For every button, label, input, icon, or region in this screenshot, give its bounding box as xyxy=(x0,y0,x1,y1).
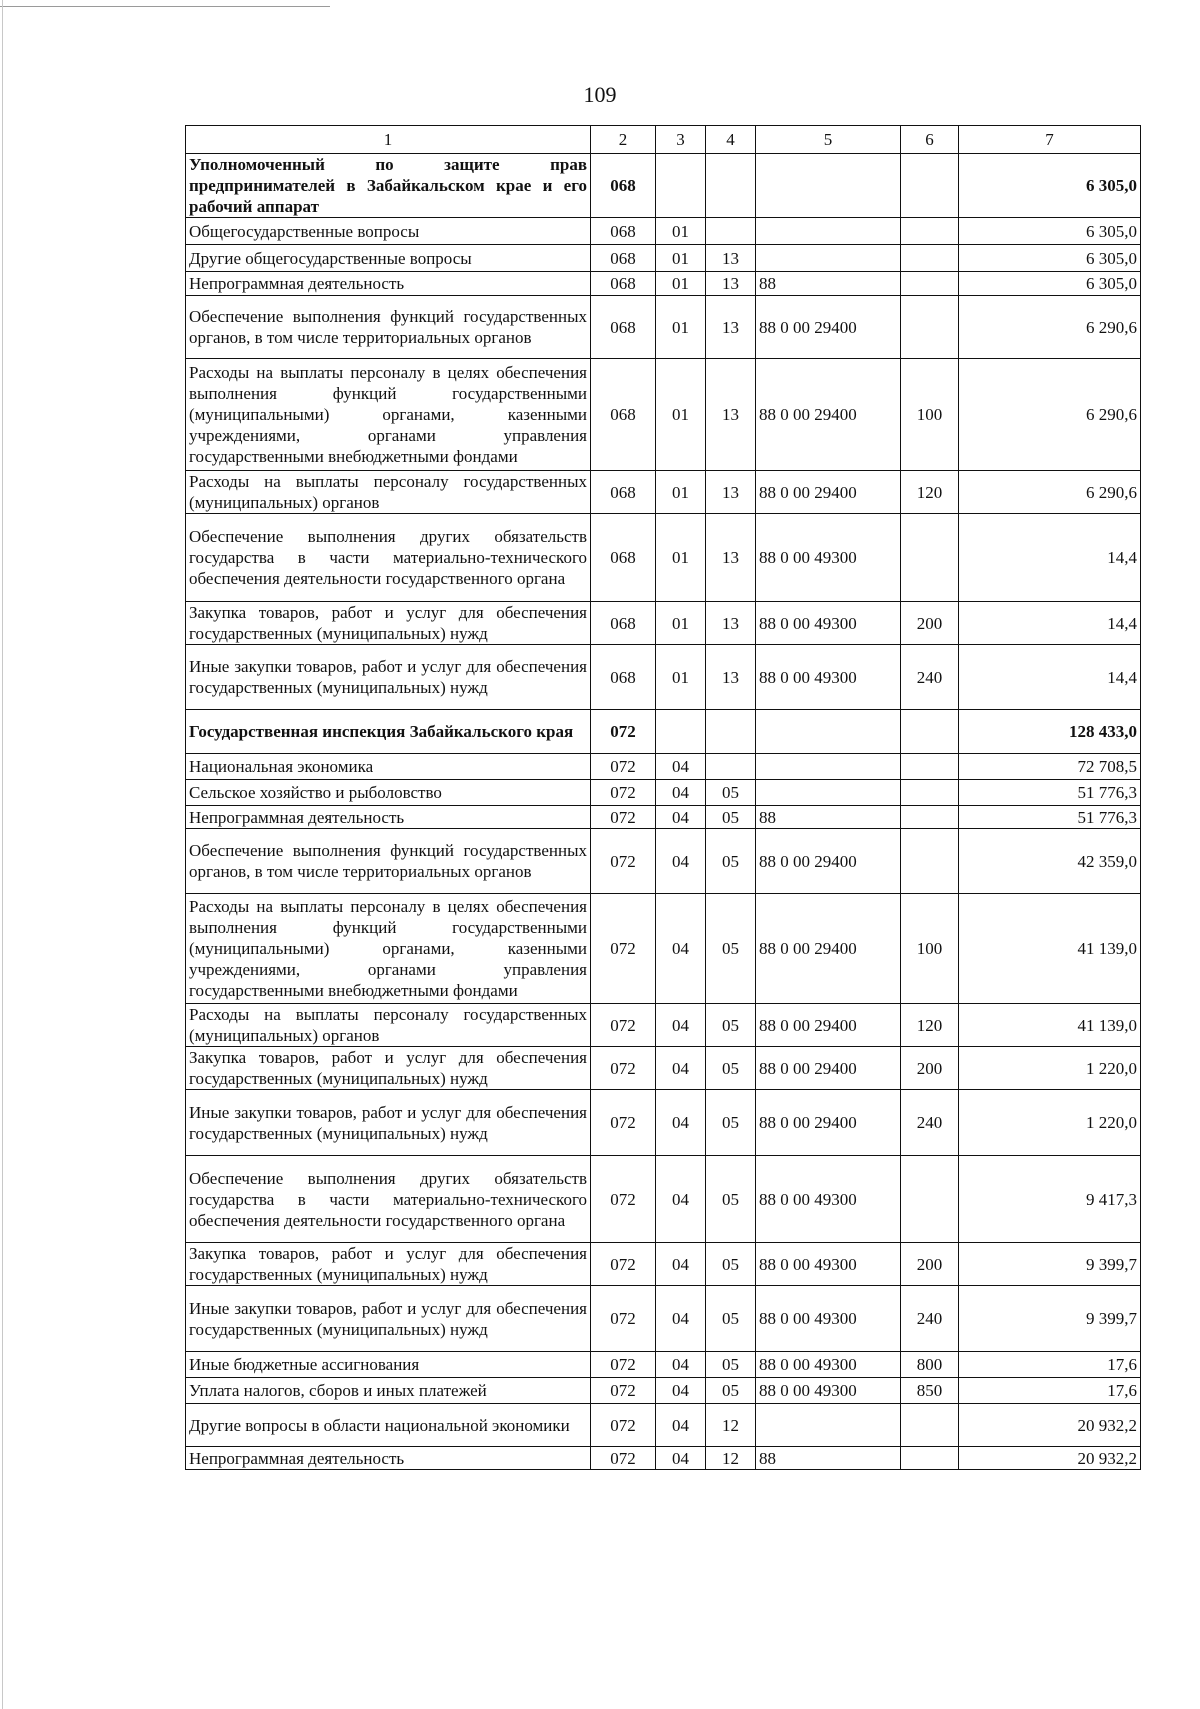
row-expense-type: 240 xyxy=(901,1286,959,1352)
row-target-article xyxy=(756,754,901,780)
table-row xyxy=(186,894,1141,1004)
row-section-code: 04 xyxy=(656,894,706,1004)
column-header: 5 xyxy=(756,126,901,154)
table-row xyxy=(186,806,1141,829)
row-adm-code: 072 xyxy=(591,806,656,829)
row-section-code: 04 xyxy=(656,1243,706,1286)
row-expense-type xyxy=(901,296,959,359)
row-name: Обеспечение выполнения других обязательств государства в части материально-технического обеспечения деятельности государственного органа xyxy=(186,1156,591,1243)
row-adm-code: 072 xyxy=(591,780,656,806)
column-header: 1 xyxy=(186,126,591,154)
row-section-code: 01 xyxy=(656,359,706,471)
row-amount: 51 776,3 xyxy=(959,806,1141,829)
row-expense-type xyxy=(901,780,959,806)
row-adm-code: 072 xyxy=(591,754,656,780)
row-amount: 14,4 xyxy=(959,514,1141,602)
row-amount: 72 708,5 xyxy=(959,754,1141,780)
row-name: Национальная экономика xyxy=(186,754,591,780)
row-amount: 9 417,3 xyxy=(959,1156,1141,1243)
budget-table xyxy=(185,125,1141,1470)
table-row xyxy=(186,1404,1141,1447)
row-target-article: 88 xyxy=(756,806,901,829)
row-name: Расходы на выплаты персоналу в целях обеспечения выполнения функций государственными (муниципальными) органами, казенными учреждениями, органами управления государственными внебюджетными фондами xyxy=(186,894,591,1004)
row-name: Сельское хозяйство и рыболовство xyxy=(186,780,591,806)
row-target-article xyxy=(756,710,901,754)
row-target-article: 88 0 00 29400 xyxy=(756,829,901,894)
row-name: Закупка товаров, работ и услуг для обеспечения государственных (муниципальных) нужд xyxy=(186,1047,591,1090)
table-body xyxy=(186,154,1141,1470)
row-subsection-code: 05 xyxy=(706,1378,756,1404)
row-amount: 17,6 xyxy=(959,1352,1141,1378)
row-section-code: 04 xyxy=(656,1352,706,1378)
table-row xyxy=(186,154,1141,218)
row-name: Обеспечение выполнения функций государственных органов, в том числе территориальных органов xyxy=(186,296,591,359)
row-target-article: 88 0 00 29400 xyxy=(756,1090,901,1156)
table-row xyxy=(186,218,1141,245)
row-amount: 9 399,7 xyxy=(959,1243,1141,1286)
row-adm-code: 068 xyxy=(591,296,656,359)
table-row xyxy=(186,710,1141,754)
row-adm-code: 068 xyxy=(591,218,656,245)
row-subsection-code xyxy=(706,154,756,218)
row-subsection-code: 13 xyxy=(706,296,756,359)
row-expense-type: 120 xyxy=(901,1004,959,1047)
row-subsection-code: 05 xyxy=(706,1047,756,1090)
row-subsection-code: 05 xyxy=(706,829,756,894)
row-target-article: 88 0 00 49300 xyxy=(756,514,901,602)
row-section-code: 01 xyxy=(656,272,706,296)
row-target-article: 88 0 00 29400 xyxy=(756,296,901,359)
table-row xyxy=(186,602,1141,645)
row-section-code: 01 xyxy=(656,296,706,359)
row-target-article: 88 0 00 49300 xyxy=(756,1352,901,1378)
row-subsection-code: 13 xyxy=(706,471,756,514)
row-expense-type xyxy=(901,710,959,754)
row-name: Другие вопросы в области национальной экономики xyxy=(186,1404,591,1447)
table-row xyxy=(186,1243,1141,1286)
row-section-code: 04 xyxy=(656,1047,706,1090)
column-header: 7 xyxy=(959,126,1141,154)
row-subsection-code: 13 xyxy=(706,602,756,645)
row-section-code: 04 xyxy=(656,1156,706,1243)
row-subsection-code: 13 xyxy=(706,645,756,710)
row-name: Закупка товаров, работ и услуг для обеспечения государственных (муниципальных) нужд xyxy=(186,602,591,645)
row-subsection-code: 05 xyxy=(706,1156,756,1243)
row-amount: 41 139,0 xyxy=(959,894,1141,1004)
row-target-article: 88 xyxy=(756,272,901,296)
row-section-code: 01 xyxy=(656,218,706,245)
row-adm-code: 068 xyxy=(591,602,656,645)
row-expense-type: 200 xyxy=(901,1047,959,1090)
row-section-code: 04 xyxy=(656,754,706,780)
row-target-article: 88 0 00 49300 xyxy=(756,645,901,710)
row-expense-type xyxy=(901,218,959,245)
table-row xyxy=(186,1156,1141,1243)
table-row xyxy=(186,1286,1141,1352)
table-row xyxy=(186,1004,1141,1047)
row-expense-type xyxy=(901,514,959,602)
row-amount: 6 290,6 xyxy=(959,471,1141,514)
table-row xyxy=(186,514,1141,602)
column-header: 3 xyxy=(656,126,706,154)
column-header: 2 xyxy=(591,126,656,154)
row-amount: 6 290,6 xyxy=(959,296,1141,359)
row-amount: 128 433,0 xyxy=(959,710,1141,754)
row-section-code: 01 xyxy=(656,602,706,645)
row-target-article: 88 0 00 49300 xyxy=(756,602,901,645)
row-section-code: 04 xyxy=(656,806,706,829)
row-adm-code: 072 xyxy=(591,829,656,894)
row-name: Иные закупки товаров, работ и услуг для обеспечения государственных (муниципальных) нужд xyxy=(186,1286,591,1352)
row-name: Непрограммная деятельность xyxy=(186,806,591,829)
row-expense-type: 100 xyxy=(901,894,959,1004)
row-subsection-code: 13 xyxy=(706,359,756,471)
row-adm-code: 072 xyxy=(591,1047,656,1090)
row-name: Уплата налогов, сборов и иных платежей xyxy=(186,1378,591,1404)
row-expense-type: 240 xyxy=(901,1090,959,1156)
row-amount: 14,4 xyxy=(959,602,1141,645)
row-adm-code: 072 xyxy=(591,1156,656,1243)
table-row xyxy=(186,754,1141,780)
row-adm-code: 068 xyxy=(591,245,656,272)
row-section-code: 04 xyxy=(656,1378,706,1404)
table-row xyxy=(186,245,1141,272)
row-adm-code: 068 xyxy=(591,359,656,471)
table-row xyxy=(186,1047,1141,1090)
row-adm-code: 068 xyxy=(591,645,656,710)
row-name: Обеспечение выполнения функций государственных органов, в том числе территориальных органов xyxy=(186,829,591,894)
row-amount: 9 399,7 xyxy=(959,1286,1141,1352)
row-amount: 17,6 xyxy=(959,1378,1141,1404)
row-subsection-code xyxy=(706,754,756,780)
row-amount: 6 305,0 xyxy=(959,245,1141,272)
row-amount: 6 290,6 xyxy=(959,359,1141,471)
row-section-code: 01 xyxy=(656,645,706,710)
row-target-article xyxy=(756,154,901,218)
row-adm-code: 072 xyxy=(591,1286,656,1352)
row-section-code: 04 xyxy=(656,1004,706,1047)
column-header: 4 xyxy=(706,126,756,154)
row-target-article xyxy=(756,218,901,245)
row-amount: 6 305,0 xyxy=(959,154,1141,218)
row-amount: 1 220,0 xyxy=(959,1047,1141,1090)
row-subsection-code: 05 xyxy=(706,1243,756,1286)
table-header-row xyxy=(186,126,1141,154)
row-expense-type xyxy=(901,1404,959,1447)
row-target-article: 88 0 00 29400 xyxy=(756,471,901,514)
row-name: Иные бюджетные ассигнования xyxy=(186,1352,591,1378)
table-row xyxy=(186,471,1141,514)
row-amount: 14,4 xyxy=(959,645,1141,710)
row-adm-code: 068 xyxy=(591,272,656,296)
row-adm-code: 072 xyxy=(591,1378,656,1404)
row-adm-code: 068 xyxy=(591,471,656,514)
row-name: Непрограммная деятельность xyxy=(186,1447,591,1470)
row-section-code: 01 xyxy=(656,514,706,602)
row-subsection-code: 05 xyxy=(706,1352,756,1378)
row-expense-type xyxy=(901,829,959,894)
table-row xyxy=(186,645,1141,710)
row-name: Государственная инспекция Забайкальского края xyxy=(186,710,591,754)
row-target-article: 88 0 00 29400 xyxy=(756,1004,901,1047)
row-subsection-code: 12 xyxy=(706,1404,756,1447)
row-target-article: 88 0 00 49300 xyxy=(756,1243,901,1286)
row-expense-type xyxy=(901,806,959,829)
row-section-code: 04 xyxy=(656,1090,706,1156)
row-name: Закупка товаров, работ и услуг для обеспечения государственных (муниципальных) нужд xyxy=(186,1243,591,1286)
row-target-article: 88 0 00 49300 xyxy=(756,1156,901,1243)
row-section-code xyxy=(656,154,706,218)
row-expense-type xyxy=(901,754,959,780)
row-amount: 1 220,0 xyxy=(959,1090,1141,1156)
row-subsection-code: 13 xyxy=(706,514,756,602)
row-section-code: 01 xyxy=(656,471,706,514)
row-expense-type: 850 xyxy=(901,1378,959,1404)
row-section-code: 01 xyxy=(656,245,706,272)
row-section-code xyxy=(656,710,706,754)
row-subsection-code: 13 xyxy=(706,272,756,296)
table-row xyxy=(186,780,1141,806)
row-section-code: 04 xyxy=(656,1404,706,1447)
row-name: Непрограммная деятельность xyxy=(186,272,591,296)
table-row xyxy=(186,296,1141,359)
row-expense-type: 120 xyxy=(901,471,959,514)
row-adm-code: 072 xyxy=(591,710,656,754)
column-header: 6 xyxy=(901,126,959,154)
row-section-code: 04 xyxy=(656,1447,706,1470)
row-amount: 20 932,2 xyxy=(959,1447,1141,1470)
row-subsection-code: 05 xyxy=(706,894,756,1004)
table-row xyxy=(186,272,1141,296)
row-subsection-code: 05 xyxy=(706,1004,756,1047)
row-target-article: 88 0 00 29400 xyxy=(756,359,901,471)
table-row xyxy=(186,359,1141,471)
row-section-code: 04 xyxy=(656,1286,706,1352)
scan-artifact-edge xyxy=(2,0,3,1709)
row-expense-type xyxy=(901,245,959,272)
row-name: Иные закупки товаров, работ и услуг для обеспечения государственных (муниципальных) нужд xyxy=(186,645,591,710)
row-target-article: 88 0 00 29400 xyxy=(756,894,901,1004)
row-target-article: 88 0 00 29400 xyxy=(756,1047,901,1090)
row-adm-code: 068 xyxy=(591,514,656,602)
row-amount: 42 359,0 xyxy=(959,829,1141,894)
row-name: Общегосударственные вопросы xyxy=(186,218,591,245)
row-expense-type xyxy=(901,272,959,296)
row-subsection-code: 13 xyxy=(706,245,756,272)
row-expense-type: 100 xyxy=(901,359,959,471)
row-expense-type: 800 xyxy=(901,1352,959,1378)
row-amount: 6 305,0 xyxy=(959,272,1141,296)
table-row xyxy=(186,1352,1141,1378)
row-target-article: 88 xyxy=(756,1447,901,1470)
row-expense-type: 240 xyxy=(901,645,959,710)
row-target-article xyxy=(756,1404,901,1447)
row-target-article xyxy=(756,780,901,806)
row-subsection-code: 05 xyxy=(706,1090,756,1156)
row-name: Иные закупки товаров, работ и услуг для обеспечения государственных (муниципальных) нужд xyxy=(186,1090,591,1156)
row-subsection-code xyxy=(706,218,756,245)
row-adm-code: 072 xyxy=(591,1090,656,1156)
row-expense-type xyxy=(901,154,959,218)
row-expense-type: 200 xyxy=(901,602,959,645)
row-name: Расходы на выплаты персоналу государственных (муниципальных) органов xyxy=(186,471,591,514)
scan-artifact-line xyxy=(0,6,330,7)
row-name: Расходы на выплаты персоналу в целях обеспечения выполнения функций государственными (муниципальными) органами, казенными учреждениями, органами управления государственными внебюджетными фондами xyxy=(186,359,591,471)
row-subsection-code: 05 xyxy=(706,806,756,829)
page-number: 109 xyxy=(583,82,617,107)
row-target-article: 88 0 00 49300 xyxy=(756,1286,901,1352)
row-target-article xyxy=(756,245,901,272)
row-name: Другие общегосударственные вопросы xyxy=(186,245,591,272)
table-row xyxy=(186,1378,1141,1404)
row-amount: 20 932,2 xyxy=(959,1404,1141,1447)
row-name: Уполномоченный по защите прав предпринимателей в Забайкальском крае и его рабочий аппарат xyxy=(186,154,591,218)
row-target-article: 88 0 00 49300 xyxy=(756,1378,901,1404)
row-subsection-code: 05 xyxy=(706,780,756,806)
row-expense-type: 200 xyxy=(901,1243,959,1286)
row-subsection-code: 12 xyxy=(706,1447,756,1470)
row-section-code: 04 xyxy=(656,780,706,806)
row-amount: 51 776,3 xyxy=(959,780,1141,806)
row-name: Обеспечение выполнения других обязательств государства в части материально-технического обеспечения деятельности государственного органа xyxy=(186,514,591,602)
row-subsection-code xyxy=(706,710,756,754)
row-adm-code: 068 xyxy=(591,154,656,218)
row-expense-type xyxy=(901,1447,959,1470)
row-adm-code: 072 xyxy=(591,1447,656,1470)
row-amount: 41 139,0 xyxy=(959,1004,1141,1047)
row-adm-code: 072 xyxy=(591,1004,656,1047)
row-subsection-code: 05 xyxy=(706,1286,756,1352)
row-adm-code: 072 xyxy=(591,1243,656,1286)
table-row xyxy=(186,1090,1141,1156)
row-adm-code: 072 xyxy=(591,1352,656,1378)
row-name: Расходы на выплаты персоналу государственных (муниципальных) органов xyxy=(186,1004,591,1047)
table-row xyxy=(186,829,1141,894)
row-expense-type xyxy=(901,1156,959,1243)
row-adm-code: 072 xyxy=(591,894,656,1004)
row-section-code: 04 xyxy=(656,829,706,894)
row-adm-code: 072 xyxy=(591,1404,656,1447)
table-row xyxy=(186,1447,1141,1470)
row-amount: 6 305,0 xyxy=(959,218,1141,245)
